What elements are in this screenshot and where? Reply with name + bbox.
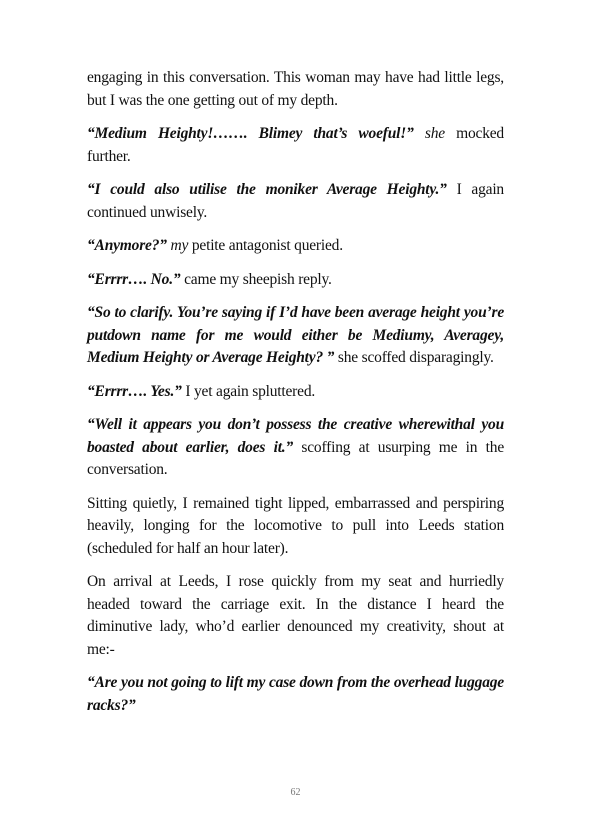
paragraph-8: [87, 414, 504, 482]
narration: I again continued unwisely.: [87, 181, 504, 221]
narration: I yet again spluttered.: [181, 382, 316, 400]
space: [414, 125, 425, 142]
dialogue: “Well it appears you don’t possess the creative wherewithal you boasted about earlier, does it.”: [87, 416, 504, 456]
paragraph-3: [87, 179, 504, 224]
narration: scoffing at usurping me in the conversation.: [87, 438, 504, 478]
paragraph-4: [87, 235, 504, 258]
paragraph-5: [87, 269, 504, 292]
narration: Sitting quietly, I remained tight lipped, embarrassed and perspiring heavily, longing for the locomotive to pull into Leeds station (scheduled for half an hour later).: [87, 494, 504, 557]
narration: she scoffed disparagingly.: [334, 349, 494, 366]
narration: came my sheepish reply.: [180, 270, 332, 288]
dialogue: “Errrr…. Yes.”: [87, 382, 182, 400]
paragraph-7: [87, 381, 504, 404]
paragraph-1: [87, 67, 504, 112]
narration: On arrival at Leeds, I rose quickly from my seat and hurriedly headed toward the carriage exit. In the distance I heard the diminutive lady, who’d earlier denounced my creativity, shout at me:-: [87, 573, 504, 658]
dialogue: “So to clarify. You’re saying if I’d have been average height you’re putdown name for me would either be Mediumy, Averagey, Medium Heighty or Average Heighty? ”: [87, 304, 504, 366]
body-text: [87, 67, 504, 728]
paragraph-11: [87, 672, 504, 717]
dialogue: “Medium Heighty!……. Blimey that’s woeful!”: [87, 125, 414, 142]
paragraph-2: [87, 123, 504, 168]
page-number: 62: [290, 787, 301, 798]
narration: petite antagonist queried.: [188, 237, 343, 254]
dialogue: “Anymore?”: [87, 237, 167, 254]
dialogue: “Errrr…. No.”: [87, 270, 181, 288]
narration: mocked further.: [87, 125, 504, 165]
dialogue: “Are you not going to lift my case down from the overhead luggage racks?”: [87, 674, 504, 714]
paragraph-10: [87, 571, 504, 661]
paragraph-6: [87, 302, 504, 370]
paragraph-9: [87, 493, 504, 561]
italic-word: my: [170, 237, 189, 254]
narration: engaging in this conversation. This woman may have had little legs, but I was the one getting out of my depth.: [87, 69, 504, 109]
italic-word: she: [424, 125, 445, 142]
dialogue: “I could also utilise the moniker Average Heighty.”: [87, 181, 447, 198]
